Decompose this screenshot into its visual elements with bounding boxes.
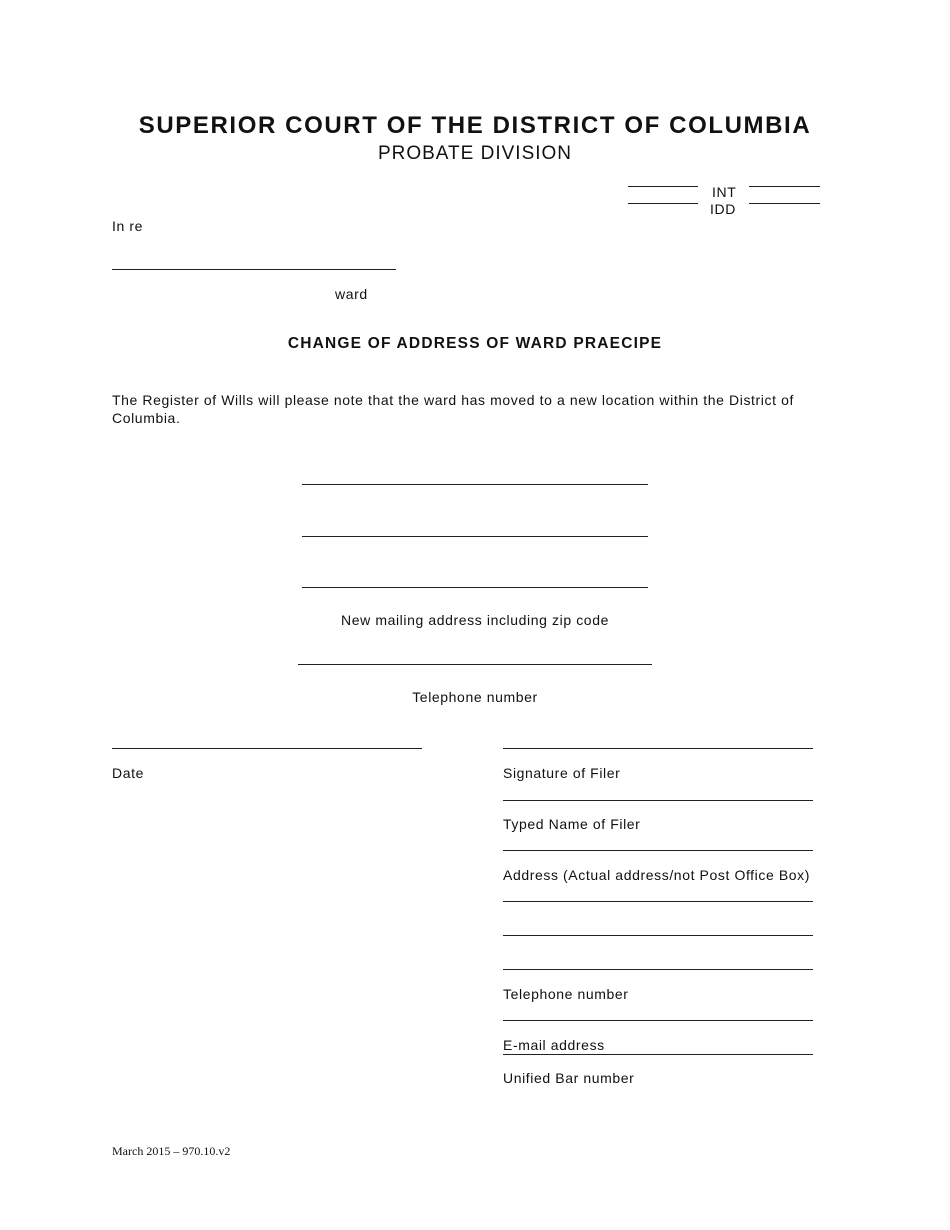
signature-label: Signature of Filer — [503, 765, 621, 781]
in-re-label: In re — [112, 218, 144, 234]
typed-name-label: Typed Name of Filer — [503, 816, 641, 832]
filer-telephone-line[interactable] — [503, 969, 813, 970]
filer-telephone-label: Telephone number — [503, 986, 629, 1002]
ward-label: ward — [335, 286, 368, 302]
filer-address-line-3[interactable] — [503, 935, 813, 936]
typed-name-line[interactable] — [503, 800, 813, 801]
int-right-blank[interactable] — [749, 186, 820, 187]
idd-right-blank[interactable] — [749, 203, 820, 204]
new-address-label: New mailing address including zip code — [341, 612, 609, 628]
new-address-line-2[interactable] — [302, 536, 648, 537]
new-address-line-3[interactable] — [302, 587, 648, 588]
bar-number-label: Unified Bar number — [503, 1070, 635, 1086]
form-version: March 2015 – 970.10.v2 — [112, 1144, 231, 1158]
int-left-blank[interactable] — [628, 186, 698, 187]
form-title: CHANGE OF ADDRESS OF WARD PRAECIPE — [287, 335, 663, 352]
filer-address-line-2[interactable] — [503, 901, 813, 902]
division-title: PROBATE DIVISION — [377, 143, 573, 164]
email-line[interactable] — [503, 1020, 813, 1021]
ward-name-line[interactable] — [112, 269, 396, 270]
ward-telephone-label: Telephone number — [412, 689, 538, 705]
date-label: Date — [112, 765, 144, 781]
bar-number-line[interactable] — [503, 1054, 813, 1055]
court-title: SUPERIOR COURT OF THE DISTRICT OF COLUMBIA — [138, 112, 812, 139]
filer-address-label: Address (Actual address/not Post Office Box) — [503, 867, 811, 883]
ward-telephone-line[interactable] — [298, 664, 652, 665]
new-address-line-1[interactable] — [302, 484, 648, 485]
body-paragraph: The Register of Wills will please note that the ward has moved to a new location within the District of Columbia. — [112, 392, 794, 426]
filer-address-line-1[interactable] — [503, 850, 813, 851]
int-label: INT — [712, 184, 737, 200]
date-line[interactable] — [112, 748, 422, 749]
email-label: E-mail address — [503, 1037, 605, 1053]
idd-label: IDD — [710, 201, 736, 217]
idd-left-blank[interactable] — [628, 203, 698, 204]
signature-line[interactable] — [503, 748, 813, 749]
